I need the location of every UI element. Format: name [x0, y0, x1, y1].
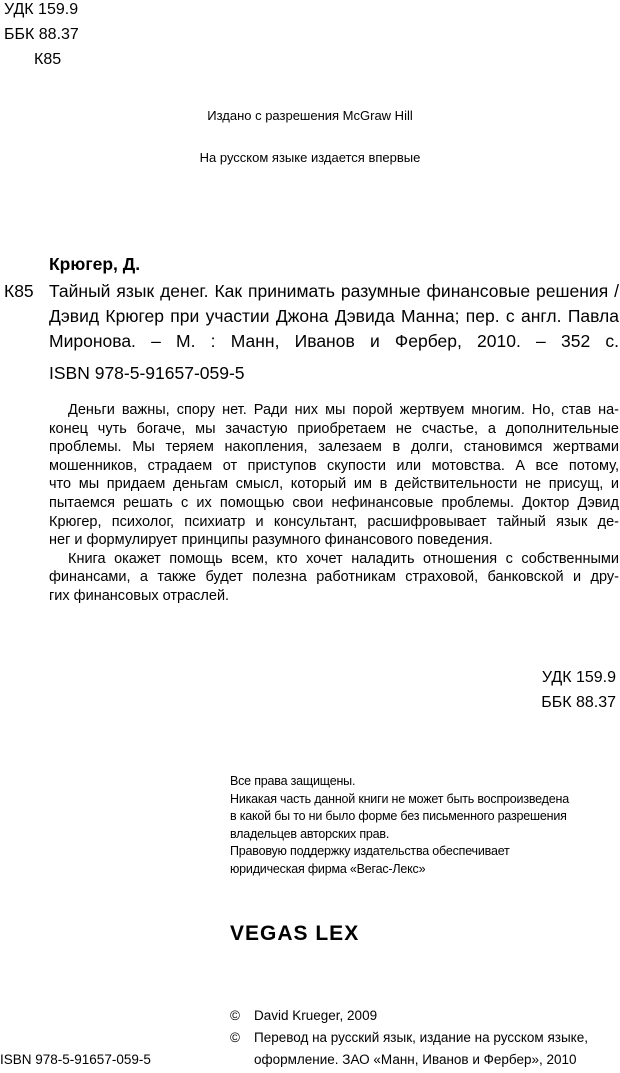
top-bbk: ББК 88.37: [4, 26, 79, 43]
annotation: [49, 401, 619, 606]
bottom-udk: УДК 159.9: [541, 669, 616, 686]
annotation-line: Деньги важны, спору нет. Ради них мы порой жертвуем многим. Но, став на-: [68, 402, 619, 418]
rights-line: в какой бы то ни было форме без письменного разрешения: [230, 809, 567, 823]
bib-isbn: ISBN 978-5-91657-059-5: [49, 363, 245, 383]
permission-note: Издано с разрешения McGraw Hill: [207, 108, 413, 123]
rights-notice: [230, 773, 569, 878]
annotation-line: что мы придаем деньгам смысл, который им в действительности не присущ, и: [49, 476, 619, 493]
annotation-line: нег и формулирует принципы разумного финансового поведения.: [49, 532, 493, 549]
top-udk: УДК 159.9: [4, 1, 79, 18]
copyright-original: David Krueger, 2009: [254, 1008, 378, 1023]
vegas-lex-logo: VEGAS LEX: [230, 922, 360, 945]
author-heading: Крюгер, Д.: [49, 254, 141, 274]
annotation-line: мошенников, страдаем от приступов скупости или мотовства. А все потому,: [49, 457, 619, 474]
annotation-line: финансами, а также будет полезна работникам страховой, банковской и дру-: [49, 569, 619, 586]
rights-line: Правовую поддержку издательства обеспечивает: [230, 844, 510, 858]
copyright-translation-line: оформление. ЗАО «Манн, Иванов и Фербер», 2010: [254, 1052, 577, 1067]
copyright-translation-line: Перевод на русский язык, издание на русском языке,: [254, 1030, 588, 1045]
copyright-symbol: ©: [230, 1008, 240, 1023]
rights-line: Все права защищены.: [230, 774, 356, 788]
rights-line: владельцев авторских прав.: [230, 826, 390, 841]
bib-description: [49, 279, 619, 354]
annotation-line: проблемы. Мы теряем накопления, залезаем в долги, становимся жертвами: [49, 439, 619, 456]
top-author-mark: К85: [34, 51, 62, 68]
rights-line: юридическая фирма «Вегас-Лекс»: [230, 861, 426, 876]
annotation-line: Книга окажет помощь всем, кто хочет наладить отношения с собственными: [68, 550, 619, 567]
bib-author-mark: К85: [4, 281, 34, 301]
first-russian-note: На русском языке издается впервые: [199, 150, 421, 165]
footer-isbn: ISBN 978-5-91657-059-5: [0, 1052, 151, 1067]
bib-line-1: Тайный язык денег. Как принимать разумные финансовые решения /: [49, 281, 619, 301]
rights-line: Никакая часть данной книги не может быть воспроизведена: [230, 791, 569, 806]
annotation-line: Крюгер, психолог, психиатр и консультант, расшифровывает тайный язык де-: [49, 513, 619, 530]
bottom-bbk: ББК 88.37: [541, 694, 616, 711]
annotation-line: гих финансовых отраслей.: [49, 587, 230, 604]
annotation-line: конец чуть богаче, мы зачастую приобретаем не счастье, а дополнительные: [49, 420, 619, 437]
bib-line-3: Миронова. – М. : Манн, Иванов и Фербер, 2010. – 352 с.: [49, 331, 619, 351]
copyright-symbol: ©: [230, 1030, 240, 1045]
copyright-translation: [254, 1027, 588, 1071]
bib-line-2: Дэвид Крюгер при участии Джона Дэвида Манна; пер. с англ. Павла: [49, 306, 619, 326]
annotation-line: пытаемся решать с их помощью свои нефинансовые проблемы. Доктор Дэвид: [49, 494, 619, 511]
